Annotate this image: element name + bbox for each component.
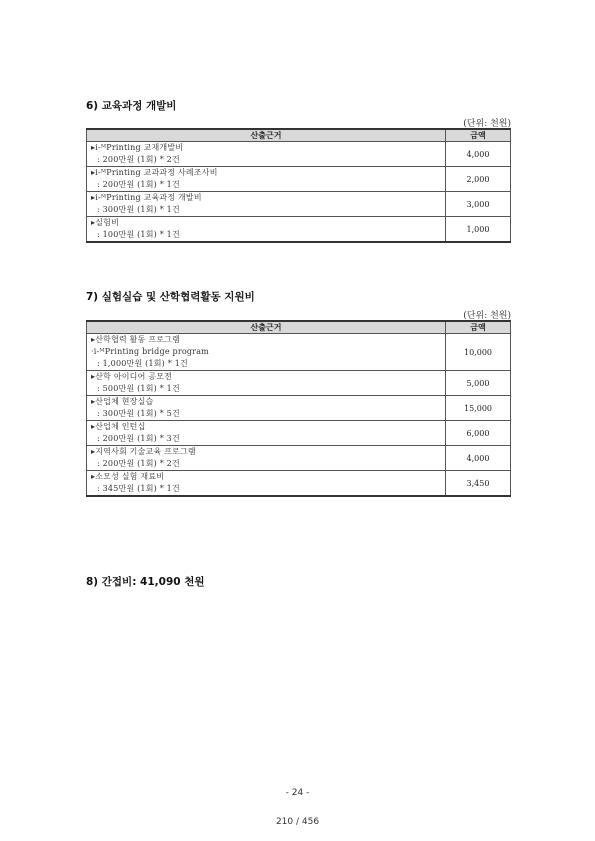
- item-name: ▸ 소모성 실험 재료비: [91, 471, 441, 483]
- item-calc: : 1,000만원 (1회) * 1건: [91, 358, 441, 370]
- item-name: ▸ i-ᴹPrinting 교재개발비: [91, 142, 441, 154]
- item-name: ▸ 산학협력 활동 프로그램: [91, 334, 441, 346]
- item-name: ▸ 산학 아이디어 공모전: [91, 371, 441, 383]
- table-header-row: [87, 321, 511, 334]
- item-calc: : 100만원 (1회) * 1건: [91, 229, 441, 241]
- basis-cell: [87, 446, 446, 471]
- item-name: ▸ 산업체 인턴십: [91, 421, 441, 433]
- section-7-unit: (단위: 천원): [463, 311, 511, 321]
- page-number: - 24 -: [285, 788, 310, 798]
- table-row: [87, 334, 511, 371]
- basis-cell: [87, 334, 446, 371]
- table-row: [87, 446, 511, 471]
- item-calc: : 300만원 (1회) * 1건: [91, 204, 441, 216]
- item-calc: : 345만원 (1회) * 1건: [91, 483, 441, 495]
- section-6-table: [86, 128, 511, 243]
- table-row: [87, 371, 511, 396]
- item-name: ▸ 산업체 현장실습: [91, 396, 441, 408]
- table-row: [87, 192, 511, 217]
- header-basis: 산출근거: [87, 321, 446, 334]
- pdf-page-indicator: 210 / 456: [275, 817, 320, 827]
- section-7-table: [86, 320, 511, 497]
- amount-cell: 15,000: [446, 396, 511, 421]
- section-8-title: 8) 간접비: 41,090 천원: [86, 576, 205, 588]
- item-calc: : 300만원 (1회) * 5건: [91, 408, 441, 420]
- basis-cell: [87, 421, 446, 446]
- basis-cell: [87, 142, 446, 167]
- item-detail: · i-ᴹPrinting bridge program: [91, 346, 441, 358]
- item-name: ▸ i-ᴹPrinting 교육과정 개발비: [91, 192, 441, 204]
- item-name: ▸ 실험비: [91, 217, 441, 229]
- basis-cell: [87, 217, 446, 243]
- basis-cell: [87, 471, 446, 497]
- basis-cell: [87, 192, 446, 217]
- item-calc: : 200만원 (1회) * 2건: [91, 458, 441, 470]
- amount-cell: 1,000: [446, 217, 511, 243]
- item-name: ▸ 지역사회 기술교육 프로그램: [91, 446, 441, 458]
- amount-cell: 2,000: [446, 167, 511, 192]
- item-name: ▸ i-ᴹPrinting 교과과정 사례조사비: [91, 167, 441, 179]
- section-6-unit: (단위: 천원): [463, 119, 511, 129]
- table-header-row: [87, 129, 511, 142]
- amount-cell: 3,000: [446, 192, 511, 217]
- basis-cell: [87, 167, 446, 192]
- section-6-title: 6) 교육과정 개발비: [86, 100, 177, 112]
- item-calc: : 500만원 (1회) * 1건: [91, 383, 441, 395]
- amount-cell: 4,000: [446, 142, 511, 167]
- amount-cell: 10,000: [446, 334, 511, 371]
- table-row: [87, 167, 511, 192]
- item-calc: : 200만원 (1회) * 2건: [91, 154, 441, 166]
- table-row: [87, 217, 511, 243]
- table-row: [87, 396, 511, 421]
- header-basis: 산출근거: [87, 129, 446, 142]
- item-calc: : 200만원 (1회) * 3건: [91, 433, 441, 445]
- item-calc: : 200만원 (1회) * 1건: [91, 179, 441, 191]
- table-row: [87, 421, 511, 446]
- amount-cell: 6,000: [446, 421, 511, 446]
- basis-cell: [87, 371, 446, 396]
- amount-cell: 5,000: [446, 371, 511, 396]
- header-amount: 금액: [446, 321, 511, 334]
- amount-cell: 4,000: [446, 446, 511, 471]
- table-row: [87, 142, 511, 167]
- basis-cell: [87, 396, 446, 421]
- amount-cell: 3,450: [446, 471, 511, 497]
- section-7-title: 7) 실험실습 및 산학협력활동 지원비: [86, 291, 255, 303]
- table-row: [87, 471, 511, 497]
- header-amount: 금액: [446, 129, 511, 142]
